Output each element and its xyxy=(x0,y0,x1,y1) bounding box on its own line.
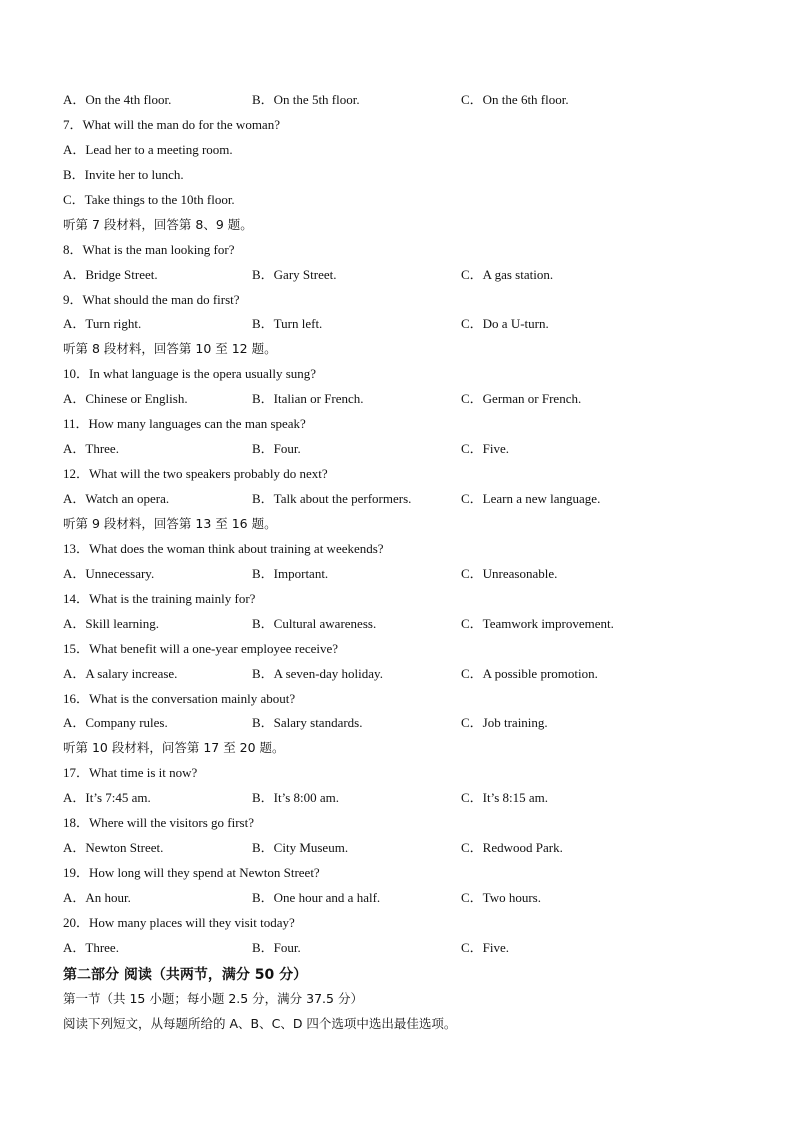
option-row xyxy=(63,938,743,963)
option-line: C．Take things to the 10th floor. xyxy=(63,191,235,207)
question: 12．What will the two speakers probably do next? xyxy=(63,466,328,482)
option-c: C．A gas station. xyxy=(461,266,554,282)
option-c: C．A possible promotion. xyxy=(461,665,598,681)
question: 13．What does the woman think about training at weekends? xyxy=(63,540,384,556)
question: 14．What is the training mainly for? xyxy=(63,590,256,606)
question: 7．What will the man do for the woman? xyxy=(63,116,280,132)
option-c: C．Five. xyxy=(461,939,510,955)
question: 11．How many languages can the man speak? xyxy=(63,416,306,432)
option-a: A．Newton Street. xyxy=(63,840,164,856)
option-row xyxy=(63,265,743,290)
option-a: A．Three. xyxy=(63,441,119,457)
option-row xyxy=(63,888,743,913)
option-c: C．Teamwork improvement. xyxy=(461,615,614,631)
option-a: A．Three. xyxy=(63,939,119,955)
option-b: B．Important. xyxy=(252,565,329,581)
option-c: C．Job training. xyxy=(461,715,548,731)
option-row xyxy=(63,713,743,738)
question: 9．What should the man do first? xyxy=(63,291,240,307)
part-two-section-one: 第一节（共 15 小题；每小题 2.5 分，满分 37.5 分） xyxy=(63,990,363,1006)
option-a: A．An hour. xyxy=(63,890,131,905)
option-c: C．Redwood Park. xyxy=(461,840,563,856)
section-instruction: 听第 7 段材料，回答第 8、9 题。 xyxy=(63,216,253,232)
option-a: A．Bridge Street. xyxy=(63,266,158,282)
question: 20．How many places will they visit today? xyxy=(63,914,295,930)
exam-content xyxy=(63,90,743,1039)
option-row xyxy=(63,564,743,589)
option-b: B．Talk about the performers. xyxy=(252,491,412,506)
option-c: C．Unreasonable. xyxy=(461,565,558,581)
question: 8．What is the man looking for? xyxy=(63,241,235,257)
question: 19．How long will they spend at Newton Street? xyxy=(63,865,320,881)
option-c: C．Do a U-turn. xyxy=(461,316,549,332)
option-b: B．Four. xyxy=(252,441,301,457)
option-a: A．Chinese or English. xyxy=(63,391,188,407)
option-a: A．Company rules. xyxy=(63,715,168,731)
listening-items xyxy=(63,90,743,963)
question: 10．In what language is the opera usually sung? xyxy=(63,366,317,382)
option-row xyxy=(63,664,743,689)
part-two-title: 第二部分 阅读（共两节，满分 50 分） xyxy=(63,966,308,983)
option-row xyxy=(63,614,743,639)
option-b: B．A seven-day holiday. xyxy=(252,665,383,681)
option-line: B．Invite her to lunch. xyxy=(63,166,184,182)
part-two-instruction: 阅读下列短文，从每题所给的 A、B、C、D 四个选项中选出最佳选项。 xyxy=(63,1015,457,1031)
option-b: B．Salary standards. xyxy=(252,715,363,731)
option-c: C．German or French. xyxy=(461,391,582,407)
option-c: C．Five. xyxy=(461,441,510,457)
option-c: C．On the 6th floor. xyxy=(461,92,569,107)
option-b: B．One hour and a half. xyxy=(252,890,381,905)
option-a: A．On the 4th floor. xyxy=(63,92,172,107)
section-instruction: 听第 10 段材料，问答第 17 至 20 题。 xyxy=(63,740,285,756)
section-instruction: 听第 9 段材料，回答第 13 至 16 题。 xyxy=(63,515,277,531)
option-row xyxy=(63,788,743,813)
option-a: A．Turn right. xyxy=(63,316,142,332)
option-line: A．Lead her to a meeting room. xyxy=(63,141,233,157)
option-row xyxy=(63,389,743,414)
question: 17．What time is it now? xyxy=(63,765,198,781)
option-row xyxy=(63,439,743,464)
question: 15．What benefit will a one-year employee receive? xyxy=(63,640,339,656)
option-a: A．It’s 7:45 am. xyxy=(63,790,151,806)
option-row xyxy=(63,314,743,339)
option-b: B．City Museum. xyxy=(252,840,349,856)
option-b: B．Italian or French. xyxy=(252,391,364,407)
option-a: A．Unnecessary. xyxy=(63,565,155,581)
option-b: B．On the 5th floor. xyxy=(252,92,360,107)
option-row xyxy=(63,489,743,514)
option-b: B．Cultural awareness. xyxy=(252,615,377,631)
question: 16．What is the conversation mainly about? xyxy=(63,690,296,706)
option-c: C．Learn a new language. xyxy=(461,491,601,506)
option-row xyxy=(63,90,743,115)
option-b: B．Turn left. xyxy=(252,316,323,332)
section-instruction: 听第 8 段材料，回答第 10 至 12 题。 xyxy=(63,341,277,357)
option-b: B．Four. xyxy=(252,939,301,955)
option-a: A．Watch an opera. xyxy=(63,491,170,506)
option-b: B．Gary Street. xyxy=(252,266,337,282)
option-c: C．Two hours. xyxy=(461,890,541,905)
option-a: A．A salary increase. xyxy=(63,665,178,681)
option-a: A．Skill learning. xyxy=(63,615,160,631)
option-row xyxy=(63,838,743,863)
question: 18．Where will the visitors go first? xyxy=(63,815,254,831)
option-c: C．It’s 8:15 am. xyxy=(461,790,549,806)
option-b: B．It’s 8:00 am. xyxy=(252,790,340,806)
